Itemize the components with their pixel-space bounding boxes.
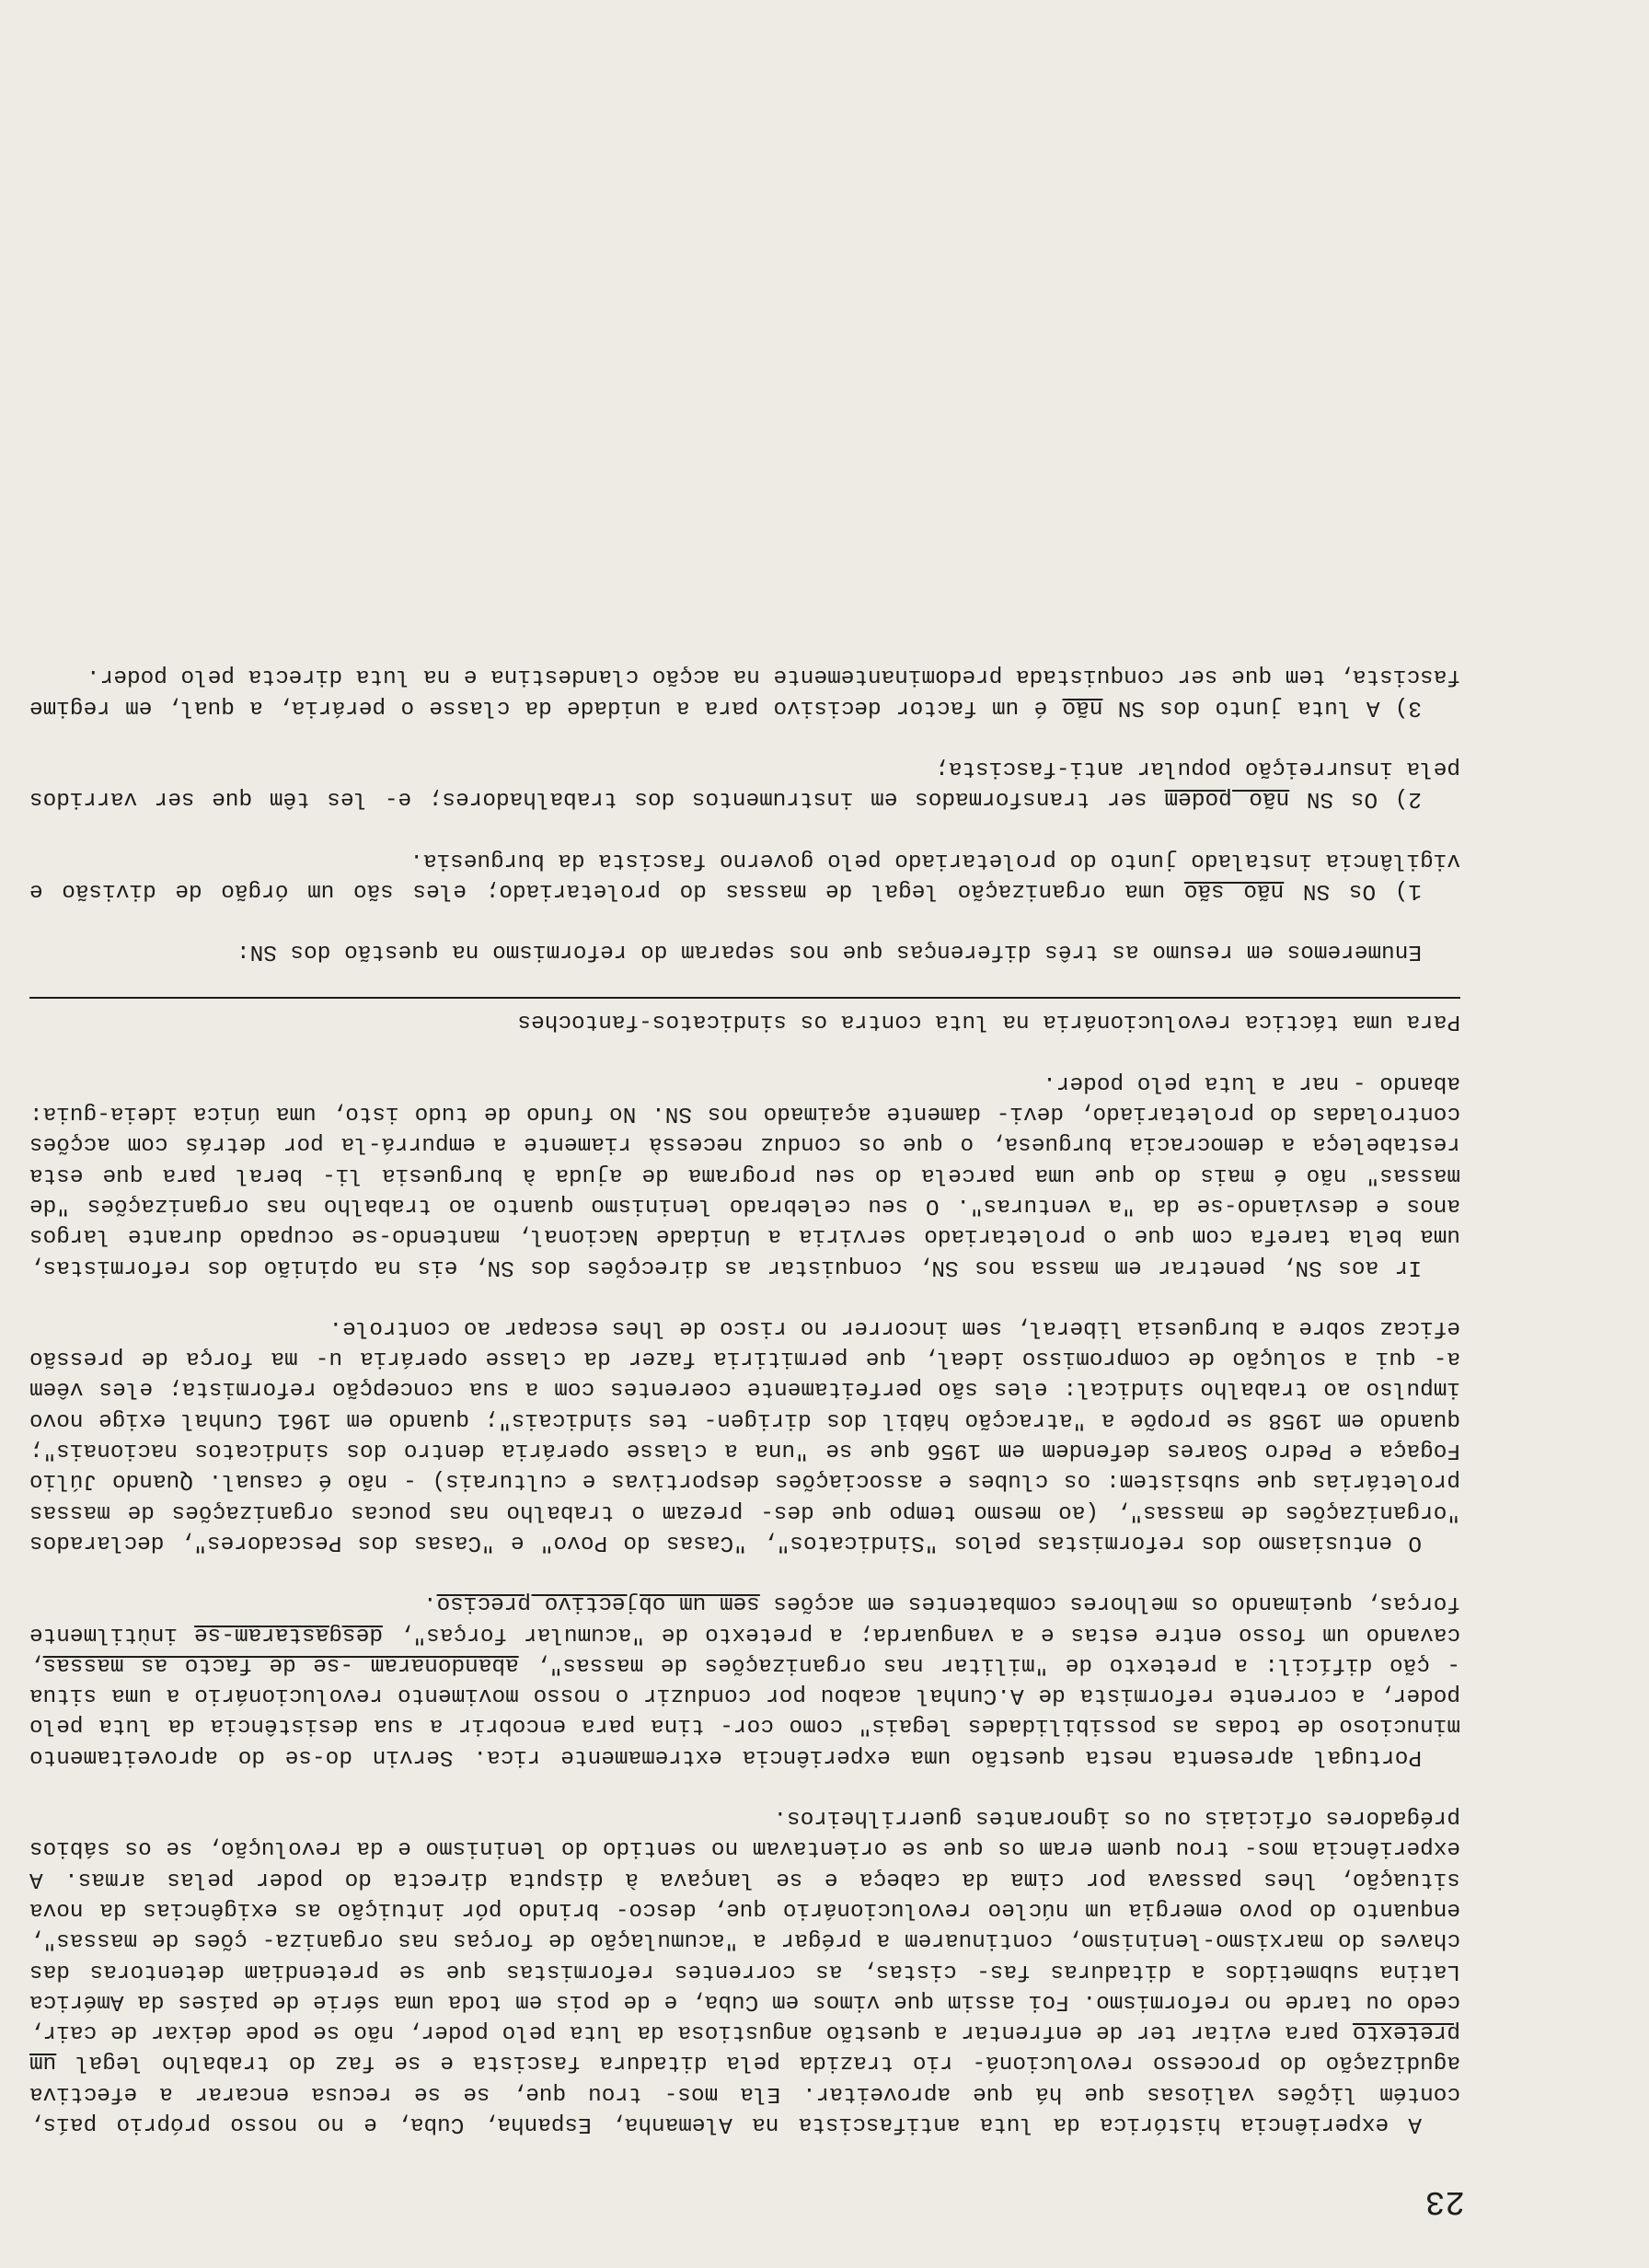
text-run: é um factor decisivo para a unidade da classe o perária, a qual, em regime fascista, tem que ser conquistada predominantemente na acção clandestina e na luta directa pelo poder. [29, 664, 1460, 720]
text-run: Portugal apresenta nesta questão uma experiência extremamente rica. Servin do-se do aproveitamento minucioso de todas as possibilidades legais" como cor- tina para encobrir a sua desistência da luta pelo poder, a corrente reformista de A.Cunhal acabou por conduzir o nosso movimento revolucionário a uma situa - ção difícil: a pretexto de "militar nas organizações de massas", [29, 1651, 1460, 1769]
paragraph-3: O entusiasmo dos reformistas pelos "Sindicatos", "Casas do Povo" e "Casas dos Pescadores", declarados "organizações de massas", (ao mesmo tempo que des- prezam o trabalho nas poucas organizações de massas proletárias que subsistem: os clubes e associações desportivas e culturais) - não é casual. Quando Júlio Fogaça e Pedro Soares defendem em 1956 que se "una a classe operária dentro dos sindicatos nacionais"; quando em 1958 se propõe a "atracção hábil dos dirigen- tes sindicais"; quando em 1961 Cunhal exige novo impulso ao trabalho sindical: eles são perfeitamente coerentes com a sua concepção reformista; eles vêem a- qui a solução de compromisso ideal, que permitiria fazer da classe operária u- ma força de pressão eficaz sobre a burguesia liberal, sem incorrer no risco de lhes escapar ao controle. [29, 1314, 1460, 1555]
text-run: uma organização legal de massas do proletariado; eles são um órgão de divisão e vigilância instalado junto do proletariado pelo governo fascista da burguesia. [29, 847, 1460, 903]
text-run: . [422, 1591, 437, 1616]
text-run: 2) Os SN [1289, 786, 1422, 812]
list-item-3 [29, 661, 1460, 723]
document-body [29, 661, 1460, 2139]
text-run: A experiência histórica da luta antifascista na Alemanha, Espanha, Cuba, e no nosso próprio país, contém lições valiosas que há que aproveitar. Ela mos- trou que, se se recusa encarar a efectiva agudização do processo revolucioná- rio trazida pela ditadura fascista e se faz do trabalho legal [29, 2050, 1460, 2136]
text-run: inùtilmente forças, queimando os melhores combatentes em acções [29, 1591, 1460, 1647]
page-number: 23 [1424, 2182, 1465, 2220]
underlined-text: não são [1183, 877, 1285, 903]
text-run: ser transformados em instrumentos dos trabalhadores; e- les têm que ser varridos pela insurreição popular anti-fascista; [29, 756, 1460, 812]
paragraph-1 [29, 1802, 1460, 2139]
list-item-2 [29, 753, 1460, 815]
intro-paragraph: Enumeremos em resumo as três diferenças que nos separam do reformismo na questão dos SN: [236, 939, 1422, 965]
text-run: 1) Os SN [1284, 877, 1422, 903]
text-run: para evitar ter de enfrentar a questão angustiosa da luta pelo poder, não se pode deixar de cair, cedo ou tarde no reformismo. Foi assim que vimos em Cuba, e de pois em toda uma série de países da América Latina submetidos a ditaduras fas- cistas, as correntes reformistas que se pretendiam detentoras das chaves do marxismo-leninismo, continuarem a prégar a "acumulação de forças nas organiza- ções de massas", enquanto do povo emergia um núcleo revolucionário que, desco- brindo pór intuição as exigências da nova situação, lhes passava por cima da cabeça e se lançava à disputa directa do poder pelas armas. A experiência mos- trou quem eram os que se orientavam no sentido do leninismo e da revolução, se os sábios prégadores oficiais ou os ignorantes guerrilheiros. [29, 1805, 1460, 2045]
paragraph-4: Ir aos SN, penetrar em massa nos SN, conquistar as direcções dos SN, eis na opinião dos reformistas, uma bela tarefa com que o proletariado serviria a Unidade Nacional, mantendo-se ocupado durante largos anos e desviando-se da "a venturas". O seu celebrado leninismo quanto ao trabalho nas organizações "de massas" não é mais do que uma parcela do seu programa de ajuda à burguesia li- beral para que esta restabeleça a democracia burguesa, o que os conduz necessà riamente a empurrá-la por detrás com acções controladas do proletariado, devi- damente açaimado nos SN. No fundo de tudo isto, uma única ideia-guia: abando - nar a luta pelo poder. [29, 1070, 1460, 1279]
section-heading: Para uma táctica revolucionária na luta contra os sindicatos-fantoches [29, 997, 1460, 1036]
underlined-text: um pretexto [29, 2019, 1460, 2076]
underlined-text: sem um objectivo preciso [436, 1591, 760, 1616]
list-item-1 [29, 844, 1460, 906]
underlined-text: não [1062, 694, 1103, 720]
underlined-text: não podem [1164, 786, 1290, 812]
underlined-text: desgastaram-se [194, 1621, 383, 1647]
underlined-text: abandonaram -se de facto as massas [42, 1651, 519, 1677]
text-run: 3) A luta junto dos SN [1102, 694, 1422, 720]
paragraph-2 [29, 1588, 1460, 1772]
text-run: , cavando um fosso entre estas e a vanguarda; a pretexto de "acumular forças", [29, 1621, 1460, 1677]
